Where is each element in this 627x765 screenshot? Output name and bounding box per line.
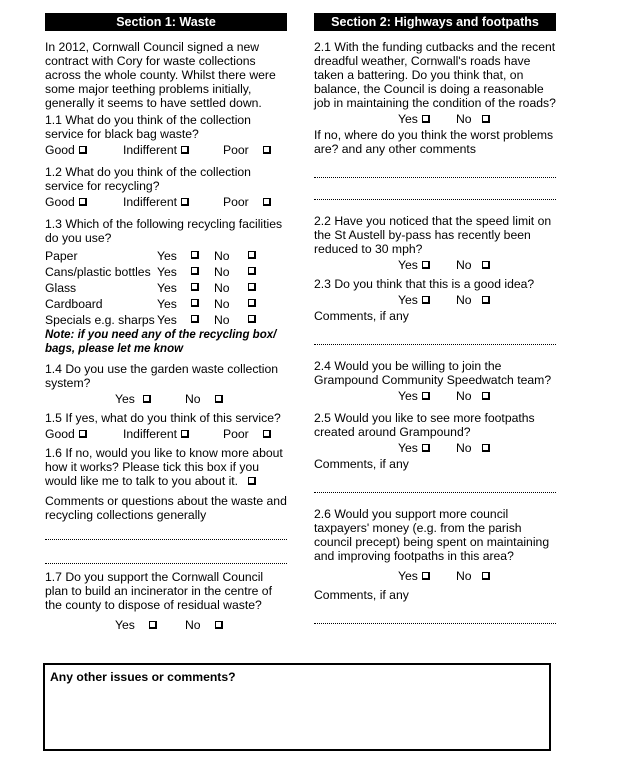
comments-if-any-label: Comments, if any xyxy=(314,309,409,323)
no-label: No xyxy=(456,569,472,583)
yes-label: Yes xyxy=(398,441,418,455)
section-2-heading: Section 2: Highways and footpaths xyxy=(314,13,556,31)
yes-label: Yes xyxy=(157,313,177,327)
no-label: No xyxy=(214,297,230,311)
facility-row-cardboard xyxy=(45,296,287,312)
yes-label: Yes xyxy=(398,389,418,403)
section-highways xyxy=(314,13,556,624)
yes-label: Yes xyxy=(398,293,418,307)
facility-label: Cardboard xyxy=(45,297,103,311)
checkbox-1-6-talk[interactable] xyxy=(248,477,256,485)
checkbox-1-5-good[interactable] xyxy=(79,430,87,438)
comment-line[interactable] xyxy=(314,608,556,624)
no-label: No xyxy=(214,249,230,263)
rating-1-5 xyxy=(45,425,287,443)
yes-no-2-6 xyxy=(314,567,556,585)
checkbox-2-3-yes[interactable] xyxy=(422,296,430,304)
question-2-2: 2.2 Have you noticed that the speed limit on the St Austell by-pass has recently been reduced to 30 mph? xyxy=(314,214,552,256)
checkbox-2-2-no[interactable] xyxy=(482,261,490,269)
indifferent-label: Indifferent xyxy=(123,427,177,441)
comment-line[interactable] xyxy=(314,477,556,493)
checkbox-1-4-yes[interactable] xyxy=(143,395,151,403)
indifferent-label: Indifferent xyxy=(123,143,177,157)
question-2-3: 2.3 Do you think that this is a good idea? xyxy=(314,277,535,291)
checkbox-2-4-no[interactable] xyxy=(482,392,490,400)
no-label: No xyxy=(456,389,472,403)
checkbox-1-4-no[interactable] xyxy=(215,395,223,403)
section-1-intro: In 2012, Cornwall Council signed a new contract with Cory for waste collections across the whole county. Whilst there were some major teething problems initially, generally it seems to have settled down. xyxy=(45,40,276,110)
no-label: No xyxy=(456,441,472,455)
question-1-2: 1.2 What do you think of the collection service for recycling? xyxy=(45,165,251,193)
checkbox-paper-yes[interactable] xyxy=(191,251,199,259)
no-label: No xyxy=(214,265,230,279)
good-label: Good xyxy=(45,195,75,209)
rating-1-1 xyxy=(45,141,287,159)
question-1-6 xyxy=(45,446,287,488)
checkbox-1-2-poor[interactable] xyxy=(263,198,271,206)
yes-no-1-7 xyxy=(45,616,287,634)
facility-label: Paper xyxy=(45,249,78,263)
checkbox-2-1-yes[interactable] xyxy=(422,115,430,123)
comment-line[interactable] xyxy=(314,184,556,200)
good-label: Good xyxy=(45,143,75,157)
checkbox-glass-no[interactable] xyxy=(248,283,256,291)
checkbox-cans-no[interactable] xyxy=(248,267,256,275)
question-2-1: 2.1 With the funding cutbacks and the recent dreadful weather, Cornwall's roads have taken a battering. Do you think that, on balance, the Council is doing a reasonable job in maintaining the condition of the roads? xyxy=(314,40,556,110)
checkbox-cardboard-no[interactable] xyxy=(248,299,256,307)
facility-row-cans xyxy=(45,264,287,280)
poor-label: Poor xyxy=(223,143,249,157)
checkbox-1-7-yes[interactable] xyxy=(149,621,157,629)
yes-label: Yes xyxy=(157,281,177,295)
no-label: No xyxy=(456,112,472,126)
checkbox-2-4-yes[interactable] xyxy=(422,392,430,400)
yes-label: Yes xyxy=(157,297,177,311)
yes-no-2-2 xyxy=(314,256,556,274)
indifferent-label: Indifferent xyxy=(123,195,177,209)
checkbox-1-1-poor[interactable] xyxy=(263,146,271,154)
poor-label: Poor xyxy=(223,195,249,209)
yes-label: Yes xyxy=(157,249,177,263)
no-label: No xyxy=(214,313,230,327)
yes-no-2-4 xyxy=(314,387,556,405)
yes-label: Yes xyxy=(115,618,135,632)
poor-label: Poor xyxy=(223,427,249,441)
comment-line[interactable] xyxy=(45,524,287,540)
checkbox-1-7-no[interactable] xyxy=(215,621,223,629)
question-1-3: 1.3 Which of the following recycling facilities do you use? xyxy=(45,217,283,245)
question-1-6-text: 1.6 If no, would you like to know more about how it works? Please tick this box if you would like me to talk to you about it. xyxy=(45,446,283,488)
no-label: No xyxy=(185,618,201,632)
yes-label: Yes xyxy=(398,569,418,583)
comment-line[interactable] xyxy=(314,162,556,178)
checkbox-2-6-yes[interactable] xyxy=(422,572,430,580)
comments-if-any-label: Comments, if any xyxy=(314,588,409,602)
question-1-4: 1.4 Do you use the garden waste collection system? xyxy=(45,362,279,390)
checkbox-1-2-good[interactable] xyxy=(79,198,87,206)
no-label: No xyxy=(456,293,472,307)
checkbox-specials-yes[interactable] xyxy=(191,315,199,323)
checkbox-cardboard-yes[interactable] xyxy=(191,299,199,307)
facility-row-glass xyxy=(45,280,287,296)
checkbox-2-6-no[interactable] xyxy=(482,572,490,580)
facility-label: Cans/plastic bottles xyxy=(45,265,151,279)
checkbox-paper-no[interactable] xyxy=(248,251,256,259)
section-1-heading: Section 1: Waste xyxy=(45,13,287,31)
facility-label: Specials e.g. sharps xyxy=(45,313,155,327)
question-2-6: 2.6 Would you support more council taxpayers' money (e.g. from the parish council precept) being spent on maintaining and improving footpaths in this area? xyxy=(314,507,550,563)
checkbox-2-5-no[interactable] xyxy=(482,444,490,452)
no-label: No xyxy=(214,281,230,295)
facility-label: Glass xyxy=(45,281,77,295)
question-2-4: 2.4 Would you be willing to join the Grampound Community Speedwatch team? xyxy=(314,359,552,387)
section-waste xyxy=(45,13,287,634)
checkbox-1-1-indifferent[interactable] xyxy=(181,146,189,154)
checkbox-2-2-yes[interactable] xyxy=(422,261,430,269)
comment-line[interactable] xyxy=(45,548,287,564)
checkbox-specials-no[interactable] xyxy=(248,315,256,323)
checkbox-1-2-indifferent[interactable] xyxy=(181,198,189,206)
comment-line[interactable] xyxy=(314,329,556,345)
comments-1-label: Comments or questions about the waste and recycling collections generally xyxy=(45,494,287,522)
question-1-1: 1.1 What do you think of the collection service for black bag waste? xyxy=(45,113,251,141)
recycling-note: Note: if you need any of the recycling box/ bags, please let me know xyxy=(45,329,277,355)
question-2-1-followup: If no, where do you think the worst problems are? and any other comments xyxy=(314,128,554,156)
yes-no-2-3 xyxy=(314,291,556,309)
question-1-5: 1.5 If yes, what do you think of this service? xyxy=(45,411,281,425)
yes-no-1-4 xyxy=(45,390,287,408)
checkbox-2-5-yes[interactable] xyxy=(422,444,430,452)
facility-row-paper xyxy=(45,248,287,264)
question-2-5: 2.5 Would you like to see more footpaths created around Grampound? xyxy=(314,411,535,439)
checkbox-1-5-poor[interactable] xyxy=(263,430,271,438)
yes-label: Yes xyxy=(115,392,135,406)
other-comments-box[interactable] xyxy=(43,663,551,751)
other-comments-label: Any other issues or comments? xyxy=(50,670,236,684)
checkbox-glass-yes[interactable] xyxy=(191,283,199,291)
question-1-7: 1.7 Do you support the Cornwall Council plan to build an incinerator in the centre of the county to dispose of residual waste? xyxy=(45,570,272,612)
checkbox-1-1-good[interactable] xyxy=(79,146,87,154)
yes-no-2-5 xyxy=(314,439,556,457)
yes-label: Yes xyxy=(398,258,418,272)
checkbox-2-3-no[interactable] xyxy=(482,296,490,304)
yes-label: Yes xyxy=(398,112,418,126)
comments-if-any-label: Comments, if any xyxy=(314,457,409,471)
facility-row-specials xyxy=(45,312,287,328)
rating-1-2 xyxy=(45,193,287,211)
yes-no-2-1 xyxy=(314,110,556,128)
no-label: No xyxy=(185,392,201,406)
checkbox-cans-yes[interactable] xyxy=(191,267,199,275)
yes-label: Yes xyxy=(157,265,177,279)
checkbox-2-1-no[interactable] xyxy=(482,115,490,123)
checkbox-1-5-indifferent[interactable] xyxy=(181,430,189,438)
no-label: No xyxy=(456,258,472,272)
good-label: Good xyxy=(45,427,75,441)
